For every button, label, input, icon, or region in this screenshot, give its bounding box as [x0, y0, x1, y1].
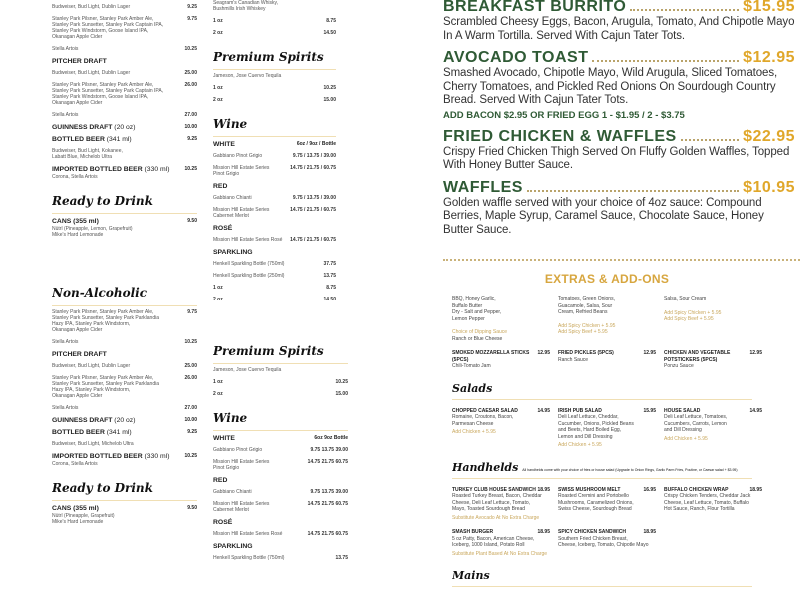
item-description: 5 oz Patty, Bacon, American Cheese, Iceberg, 1000 Island, Potato Roll — [452, 535, 535, 548]
item-description: Deli Leaf Lettuce, Cheddar, Cucumber, Onions, Pickled Beans and Beets, Hard Boiled Egg, Lemon and Dill Dressing — [558, 414, 634, 440]
item-name: Mission Hill Estate Series Cabernet Merlot — [213, 207, 270, 219]
item-price: 9.75 13.75 39.00 — [310, 447, 348, 453]
menu-item — [213, 391, 348, 397]
item-name: Budweiser, Bud Light, Dublin Lager — [52, 70, 131, 76]
menu-item — [558, 408, 656, 449]
item-addon: Substitute Avocado At No Extra Charge — [452, 514, 540, 521]
item-description: Scrambled Cheesy Eggs, Bacon, Arugula, Tomato, And Chipotle Mayo In A Warm Tortilla. Served With Cajun Tater Tots. — [443, 16, 795, 42]
item-name: Stella Artois — [52, 339, 79, 345]
item-name: Budweiser, Bud Light, Kokanee, Labatt Blue, Michelob Ultra — [52, 148, 123, 160]
category-heading — [52, 453, 197, 460]
category-size: (20 oz) — [112, 124, 136, 131]
menu-item — [213, 379, 348, 385]
drinks-panel-top-middle — [213, 0, 336, 300]
menu-item — [213, 18, 336, 24]
brunch-item — [443, 128, 795, 173]
dotted-divider — [443, 259, 800, 261]
handhelds-title: Handhelds — [452, 460, 519, 474]
handhelds-list — [452, 487, 762, 566]
item-name: TURKEY CLUB HOUSE SANDWICH — [452, 486, 536, 493]
item-addon: Add Spicy Chicken + 5.95 Add Spicy Beef + 5.95 — [558, 322, 616, 335]
item-name: Stella Artois — [52, 405, 79, 411]
item-name: Stanley Park Pilsner, Stanley Park Amber Ale, Stanley Park Sunsetter, Stanley Park Captain IPA, Stanley Park Windstorm, Goose Island IPA, Okanagan Apple Cider — [52, 16, 164, 40]
category-heading — [52, 166, 197, 173]
menu-item — [52, 70, 197, 76]
item-name: 2 oz — [213, 297, 223, 300]
item-name: CHOPPED CAESAR SALAD — [452, 407, 518, 414]
brunch-item — [443, 49, 795, 122]
menu-item — [213, 555, 348, 561]
item-description: Ranch or Blue Cheese — [452, 335, 503, 342]
menu-item — [558, 296, 656, 342]
item-name: Mission Hill Estate Series Pinot Grigio — [213, 459, 270, 471]
item-name: 1 oz — [213, 379, 223, 385]
menu-item — [452, 296, 550, 342]
item-name: CHICKEN AND VEGETABLE POTSTICKERS (5PCS) — [664, 350, 731, 363]
item-name: BUFFALO CHICKEN WRAP — [664, 486, 729, 493]
category-name: ROSÉ — [213, 225, 233, 232]
menu-item — [52, 441, 197, 447]
item-name: Mission Hill Estate Series Pinot Grigio — [213, 165, 270, 177]
brunch-item-title — [443, 179, 795, 197]
item-name: Henkell Sparkling Bottle (750ml) — [213, 261, 285, 267]
item-price: $12.95 — [743, 49, 795, 66]
brunch-menu — [443, 0, 795, 237]
item-name: Stanley Park Pilsner, Stanley Park Amber Ale, Stanley Park Sunsetter, Stanley Park Parklandia Hazy IPA, Stanley Park Windstorm, Okanagan Apple Cider — [52, 375, 160, 399]
category-price: 9.50 — [187, 505, 197, 511]
brunch-item-title — [443, 128, 795, 146]
item-name: Gabbiano Pinot Grigio — [213, 153, 263, 159]
item-name: Henkell Sparkling Bottle (750ml) — [213, 555, 285, 561]
category-heading — [213, 543, 348, 550]
menu-item — [213, 367, 348, 373]
item-price: 13.75 — [323, 273, 336, 279]
item-name: Mission Hill Estate Series Rosé — [213, 531, 283, 537]
menu-item — [213, 73, 336, 79]
category-heading — [213, 141, 336, 148]
menu-item — [558, 487, 656, 522]
category-name: IMPORTED BOTTLED BEER (330 ml) — [52, 453, 170, 460]
category-size: (341 ml) — [104, 136, 132, 143]
item-description: Deli Leaf Lettuce, Tomatoes, Cucumbers, Carrots, Lemon and Dill Dressing — [664, 414, 728, 433]
item-name: HOUSE SALAD — [664, 407, 701, 414]
item-price: 14.75 21.75 60.75 — [307, 501, 348, 507]
item-price: 9.25 — [187, 4, 197, 10]
item-name: Mission Hill Estate Series Rosé — [213, 237, 283, 243]
item-name: Budweiser, Bud Light, Dublin Lager — [52, 4, 131, 10]
item-description: Seagram's Canadian Whisky, Bushmills Irish Whiskey — [213, 0, 279, 12]
menu-item — [213, 165, 336, 177]
item-description: Chili-Tomato Jam — [452, 363, 491, 369]
item-header — [664, 350, 762, 363]
item-name: Budweiser, Bud Light, Dublin Lager — [52, 363, 131, 369]
item-price: 16.95 — [643, 486, 656, 493]
item-name: 2 oz — [213, 97, 223, 103]
item-price: 13.75 — [335, 555, 348, 561]
item-price: 10.25 — [184, 46, 197, 52]
menu-item — [213, 30, 336, 36]
item-price: 26.00 — [184, 82, 197, 88]
item-description: Romaine, Croutons, Bacon, Parmesan Cheese — [452, 414, 514, 427]
category-size: (330 ml) — [142, 166, 170, 173]
menu-item — [213, 531, 348, 537]
item-price: 18.95 — [537, 529, 550, 535]
item-addon: Add Chicken + 5.95 — [664, 435, 708, 442]
item-name: Stella Artois — [52, 46, 79, 52]
item-addon: Add Chicken + 5.95 — [452, 429, 496, 435]
item-price: 18.95 — [643, 529, 656, 535]
brunch-item — [443, 0, 795, 43]
menu-item — [52, 16, 197, 40]
menu-item — [452, 350, 550, 370]
item-price: 14.75 / 21.75 / 60.75 — [290, 207, 336, 213]
mains-heading: Mains — [452, 569, 752, 587]
item-description: BBQ, Honey Garlic, Buffalo Butter Dry - Salt and Pepper, Lemon Pepper — [452, 296, 502, 322]
item-description: Nütrl (Pineapple, Grapefruit) Mike's Hard Lemonade — [52, 513, 115, 525]
section-heading: Ready to Drink — [52, 481, 197, 501]
menu-item — [213, 489, 348, 495]
category-heading — [213, 519, 348, 526]
menu-item — [664, 350, 762, 370]
menu-item — [664, 296, 762, 342]
item-price: 14.50 — [323, 297, 336, 300]
dot-leader — [592, 60, 739, 62]
category-heading — [213, 249, 336, 256]
item-price: 14.50 — [323, 30, 336, 36]
category-name: PITCHER DRAFT — [52, 351, 107, 358]
menu-item — [213, 459, 348, 471]
item-name: 1 oz — [213, 285, 223, 291]
menu-item — [213, 501, 348, 513]
item-description: Crispy Fried Chicken Thigh Served On Fluffy Golden Waffles, Topped With Honey Butter Sauce. — [443, 145, 790, 171]
category-name: ROSÉ — [213, 519, 233, 526]
category-price: 10.25 — [184, 166, 197, 172]
item-description: Roasted Cremini and Portobello Mushrooms, Caramelized Onions, Swiss Cheese, Sourdough Bread — [558, 493, 634, 512]
item-price: 15.00 — [335, 391, 348, 397]
item-description: Tomatoes, Green Onions, Guacamole, Salsa, Sour Cream, Refried Beans — [558, 296, 615, 315]
menu-item — [52, 339, 197, 345]
item-price: 37.75 — [323, 261, 336, 267]
dot-leader — [630, 9, 739, 11]
item-name: Gabbiano Pinot Grigio — [213, 447, 263, 453]
item-description: Southern Fried Chicken Breast, Cheese, Iceberg, Tomato, Chipotle Mayo — [558, 535, 649, 548]
category-name: BOTTLED BEER (341 ml) — [52, 136, 132, 143]
category-size: (20 oz) — [112, 417, 136, 424]
category-name: WHITE — [213, 435, 235, 442]
section-heading: Wine — [213, 411, 348, 431]
section-heading: Premium Spirits — [213, 344, 348, 364]
category-name: GUINNESS DRAFT (20 oz) — [52, 124, 136, 131]
menu-item — [52, 309, 197, 333]
category-heading — [52, 136, 197, 143]
item-name: 1 oz — [213, 85, 223, 91]
category-price: 10.00 — [184, 417, 197, 423]
menu-item — [52, 405, 197, 411]
item-price: 14.95 — [537, 407, 550, 414]
category-heading — [52, 505, 197, 512]
category-heading — [213, 435, 348, 442]
section-heading: Ready to Drink — [52, 194, 197, 214]
category-name: RED — [213, 477, 228, 484]
item-description: Golden waffle served with your choice of 4oz sauce: Compound Berries, Maple Syrup, Caramel Sauce, Chocolate Sauce, Honey Butter Sauce. — [443, 196, 764, 236]
category-name: BOTTLED BEER (341 ml) — [52, 429, 132, 436]
category-name: PITCHER DRAFT — [52, 58, 107, 65]
item-name: FRIED PICKLES (5PCS) — [558, 350, 614, 356]
menu-item — [52, 112, 197, 118]
section-heading: Premium Spirits — [213, 50, 336, 70]
item-name: SPICY CHICKEN SANDWICH — [558, 529, 626, 535]
item-price: 18.95 — [749, 486, 762, 493]
item-price: 14.75 21.75 60.75 — [307, 459, 348, 465]
category-name: SPARKLING — [213, 249, 253, 256]
item-price: $10.95 — [743, 178, 795, 196]
item-name: Stella Artois — [52, 112, 79, 118]
item-description: Nütrl (Pineapple, Lemon, Grapefruit) Mike's Hard Lemonade — [52, 226, 133, 238]
item-description: Crispy Chicken Tenders, Cheddar Jack Cheese, Leaf Lettuce, Tomato, Buffalo Hot Sauce, Ranch, Flour Tortilla — [664, 493, 751, 512]
menu-item — [213, 273, 336, 279]
item-price: 14.95 — [749, 407, 762, 414]
category-heading — [213, 225, 336, 232]
item-price: 18.95 — [537, 486, 550, 493]
menu-item — [213, 297, 336, 300]
menu-item — [213, 285, 336, 291]
item-addon: Add Chicken + 5.95 — [558, 442, 602, 448]
menu-item — [664, 408, 762, 449]
item-addon: Choice of Dipping Sauce — [452, 329, 508, 335]
dot-leader — [527, 190, 739, 192]
item-addon: Add Spicy Chicken + 5.95 Add Spicy Beef + 5.95 — [664, 309, 722, 322]
item-name: Jameson, Jose Cuervo Tequila — [213, 367, 282, 373]
menu-item — [213, 85, 336, 91]
item-price: 10.25 — [323, 85, 336, 91]
menu-item — [213, 97, 336, 103]
item-name: SMASH BURGER — [452, 529, 494, 535]
item-name: FRIED CHICKEN & WAFFLES — [443, 127, 677, 145]
menu-item — [213, 195, 336, 201]
item-price: 15.95 — [643, 407, 656, 414]
item-price: 9.75 13.75 39.00 — [310, 489, 348, 495]
menu-item — [213, 207, 336, 219]
item-header — [452, 350, 550, 363]
item-price: 12.95 — [643, 350, 656, 356]
item-price: 27.00 — [184, 112, 197, 118]
item-price: 12.95 — [749, 350, 762, 356]
category-name: CANS (355 ml) — [52, 218, 99, 225]
drinks-panel-bottom-middle — [213, 330, 348, 600]
brunch-item-title — [443, 49, 795, 67]
item-description: Roasted Turkey Breast, Bacon, Cheddar Cheese, Deli Leaf Lettuce, Tomato, Mayo, Toasted Sourdough Bread — [452, 493, 542, 512]
item-price: 10.25 — [335, 379, 348, 385]
menu-item — [52, 82, 197, 106]
category-heading — [52, 417, 197, 424]
item-name: SWISS MUSHROOM MELT — [558, 486, 621, 493]
category-size: (341 ml) — [104, 429, 132, 436]
menu-item — [558, 350, 656, 370]
item-name: Stanley Park Pilsner, Stanley Park Amber Ale, Stanley Park Sunsetter, Stanley Park Captain IPA, Stanley Park Windstorm, Goose Island IPA, Okanagan Apple Cider — [52, 82, 164, 106]
item-name: Jameson, Jose Cuervo Tequila — [213, 73, 282, 79]
menu-item — [52, 148, 197, 160]
item-name: Budweiser, Bud Light, Michelob Ultra — [52, 441, 134, 447]
item-price: 25.00 — [184, 70, 197, 76]
item-name: 1 oz — [213, 18, 223, 24]
item-description: Ranch Sauce — [558, 356, 589, 363]
item-price: 14.75 / 21.75 / 60.75 — [290, 237, 336, 243]
salads-heading: Salads — [452, 382, 752, 400]
category-name: SPARKLING — [213, 543, 253, 550]
menu-item — [213, 447, 348, 453]
handhelds-heading — [452, 461, 752, 479]
menu-item — [452, 487, 550, 522]
item-name: Stanley Park Pilsner, Stanley Park Amber Ale, Stanley Park Sunsetter, Stanley Park Parklandia Hazy IPA, Stanley Park Windstorm, Okanagan Apple Cider — [52, 309, 160, 333]
item-name: 2 oz — [213, 30, 223, 36]
item-price: 27.00 — [184, 405, 197, 411]
drinks-panel-bottom-left — [52, 272, 197, 600]
item-name: SMOKED MOZZARELLA STICKS (5PCS) — [452, 350, 530, 363]
extras-appetizers — [452, 350, 762, 378]
category-name: GUINNESS DRAFT (20 oz) — [52, 417, 136, 424]
handhelds-note: All handhelds come with your choice of fries or house salad (Upgrade to Onion Rings, Garlic Parm Fries, Poutine, or Caesar salad + $3.95) — [522, 467, 738, 472]
item-price: $22.95 — [743, 127, 795, 145]
category-heading — [52, 429, 197, 436]
item-name: IRISH PUB SALAD — [558, 407, 602, 414]
item-name: BREAKFAST BURRITO — [443, 0, 627, 15]
item-price: 9.75 / 13.75 / 39.00 — [292, 195, 336, 201]
extras-title: EXTRAS & ADD-ONS — [544, 272, 670, 286]
section-heading: Wine — [213, 117, 336, 137]
item-description: Ponzu Sauce — [664, 363, 694, 369]
item-description: Smashed Avocado, Chipotle Mayo, Wild Arugula, Sliced Tomatoes, Cherry Tomatoes, and Pickled Red Onions On Sourdough Country Bread. Served With Cajun Tater Tots. — [443, 67, 778, 106]
category-price: 9.25 — [187, 136, 197, 142]
item-name: 2 oz — [213, 391, 223, 397]
item-price: 12.95 — [537, 350, 550, 356]
brunch-item — [443, 179, 795, 238]
item-price: 8.75 — [326, 18, 336, 24]
item-price: $15.95 — [743, 0, 795, 15]
menu-item — [52, 375, 197, 399]
category-price: 10.25 — [184, 453, 197, 459]
item-name: AVOCADO TOAST — [443, 49, 589, 66]
menu-item — [452, 408, 550, 449]
category-price: 6oz 9oz Bottle — [314, 435, 348, 441]
brunch-item-title — [443, 0, 795, 16]
category-name: WHITE — [213, 141, 235, 148]
drinks-panel-top-left — [52, 4, 197, 274]
category-size: (330 ml) — [142, 453, 170, 460]
item-price: 25.00 — [184, 363, 197, 369]
menu-item — [52, 4, 197, 10]
category-heading — [213, 477, 348, 484]
item-price: 9.75 / 13.75 / 39.00 — [292, 153, 336, 159]
item-price: 15.00 — [323, 97, 336, 103]
dot-leader — [681, 139, 739, 141]
menu-item — [213, 261, 336, 267]
item-addon: Substitute Plant Based At No Extra Charge — [452, 550, 548, 557]
item-price: 14.75 / 21.75 / 60.75 — [290, 165, 336, 171]
category-heading — [52, 351, 197, 358]
item-price: 9.75 — [187, 309, 197, 315]
item-price: 8.75 — [326, 285, 336, 291]
item-price: 26.00 — [184, 375, 197, 381]
section-heading: Non-Alcoholic — [52, 286, 197, 306]
menu-item — [213, 237, 336, 243]
extras-sauces — [452, 296, 762, 350]
item-description: Corona, Stella Artois — [52, 174, 98, 180]
category-heading — [52, 124, 197, 131]
item-price: 10.25 — [184, 339, 197, 345]
menu-item — [52, 46, 197, 52]
salads-list — [452, 408, 762, 457]
item-name: Henkell Sparkling Bottle (250ml) — [213, 273, 285, 279]
category-price: 6oz / 9oz / Bottle — [296, 141, 336, 147]
category-name: IMPORTED BOTTLED BEER (330 ml) — [52, 166, 170, 173]
category-price: 9.50 — [187, 218, 197, 224]
menu-item — [52, 363, 197, 369]
category-price: 9.25 — [187, 429, 197, 435]
item-price: 9.75 — [187, 16, 197, 22]
menu-item — [664, 487, 762, 522]
extras-menu — [452, 272, 762, 595]
category-name: RED — [213, 183, 228, 190]
item-name: WAFFLES — [443, 178, 523, 196]
category-heading — [52, 218, 197, 225]
item-name: Mission Hill Estate Series Cabernet Merlot — [213, 501, 270, 513]
category-heading — [213, 183, 336, 190]
item-addon: ADD BACON $2.95 OR FRIED EGG 1 - $1.95 / 2 - $3.75 — [443, 109, 685, 121]
menu-item — [213, 153, 336, 159]
category-heading — [52, 58, 197, 65]
item-description: Corona, Stella Artois — [52, 461, 98, 467]
item-name: Gabbiano Chianti — [213, 489, 252, 495]
category-price: 10.00 — [184, 124, 197, 130]
item-name: Gabbiano Chianti — [213, 195, 252, 201]
item-description: Salsa, Sour Cream — [664, 296, 707, 302]
item-price: 14.75 21.75 60.75 — [307, 531, 348, 537]
menu-item — [452, 529, 550, 557]
menu-item — [558, 529, 656, 557]
category-name: CANS (355 ml) — [52, 505, 99, 512]
